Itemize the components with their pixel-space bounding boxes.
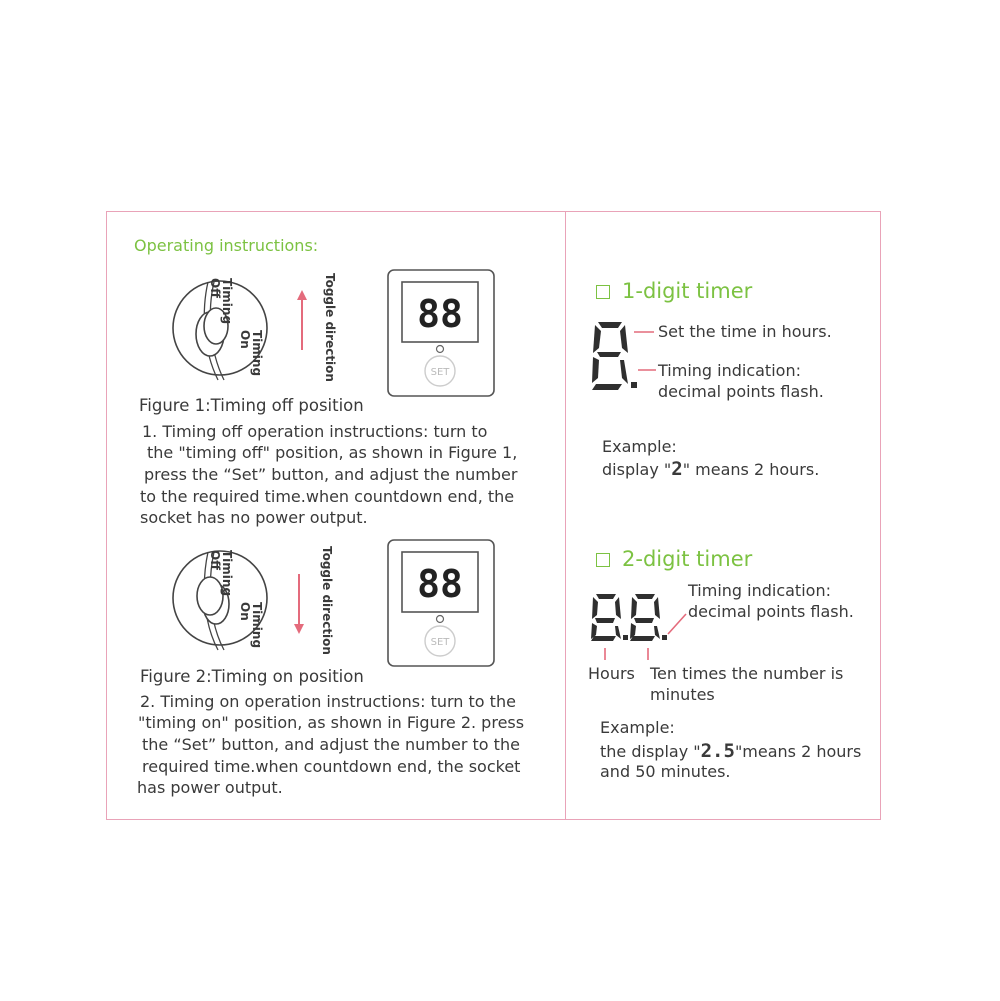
up-arrow-icon (295, 290, 309, 352)
figure-2-line-4: required time.when countdown end, the socket (142, 757, 521, 776)
seven-segment-digit-8 (588, 318, 658, 390)
figure-1-line-1: 1. Timing off operation instructions: turn to (142, 422, 488, 441)
figure-2-line-3: the “Set” button, and adjust the number to the (142, 735, 520, 754)
figure-1-line-3: press the “Set” button, and adjust the number (144, 465, 518, 484)
two-digit-minutes-label-1: Ten times the number is (650, 664, 844, 683)
checkbox-icon (596, 553, 610, 567)
timer-device-figure-2 (387, 539, 495, 667)
figure-1-caption: Figure 1:Timing off position (139, 396, 364, 415)
timing-on-label-2: Timing On (238, 602, 264, 649)
checkbox-icon (596, 285, 610, 299)
figure-2-caption: Figure 2:Timing on position (140, 667, 364, 686)
figure-1-line-4: to the required time.when countdown end, the (140, 487, 515, 506)
device-display-digits-2: 88 (417, 562, 463, 606)
figure-1-line-5: socket has no power output. (140, 508, 368, 527)
one-digit-example-heading: Example: (602, 437, 677, 456)
two-digit-example-heading: Example: (600, 718, 675, 737)
figure-1-line-2: the "timing off" position, as shown in Figure 1, (147, 443, 518, 462)
two-digit-timer-title: 2-digit timer (596, 547, 752, 571)
timing-off-label-2: Timing Off (208, 550, 234, 597)
timer-device-figure-1 (387, 269, 495, 397)
figure-2-line-2: "timing on" position, as shown in Figure 2. press (138, 713, 525, 732)
example-digit-2: 2 (671, 458, 683, 480)
one-digit-indication-label-1: Timing indication: (658, 361, 801, 380)
set-button-label-2: SET (430, 637, 450, 648)
figure-2-line-5: has power output. (137, 778, 283, 797)
timing-off-label-1: Timing Off (208, 278, 234, 325)
toggle-direction-label-2: Toggle direction (320, 546, 334, 655)
example-digits-2-5: 2.5 (700, 740, 735, 762)
two-digit-minutes-label-2: minutes (650, 685, 715, 704)
one-digit-example: display "2" means 2 hours. (602, 458, 820, 480)
two-digit-indication-label-1: Timing indication: (688, 581, 831, 600)
operating-instructions-heading: Operating instructions: (134, 236, 319, 255)
timing-on-label-1: Timing On (238, 330, 264, 377)
panel-divider (565, 211, 566, 820)
down-arrow-icon (292, 572, 306, 634)
toggle-direction-label-1: Toggle direction (323, 273, 337, 382)
one-digit-hours-label: Set the time in hours. (658, 322, 832, 341)
one-digit-indication-label-2: decimal points flash. (658, 382, 824, 401)
two-digit-indication-label-2: decimal points flash. (688, 602, 854, 621)
figure-2-line-1: 2. Timing on operation instructions: turn to the (140, 692, 516, 711)
device-display-digits-1: 88 (417, 292, 463, 336)
seven-segment-digits-88 (588, 592, 688, 662)
two-digit-hours-label: Hours (588, 664, 635, 683)
one-digit-timer-title: 1-digit timer (596, 279, 752, 303)
two-digit-example-line-2: and 50 minutes. (600, 762, 731, 781)
two-digit-example: the display "2.5"means 2 hours (600, 740, 862, 762)
set-button-label-1: SET (430, 367, 450, 378)
